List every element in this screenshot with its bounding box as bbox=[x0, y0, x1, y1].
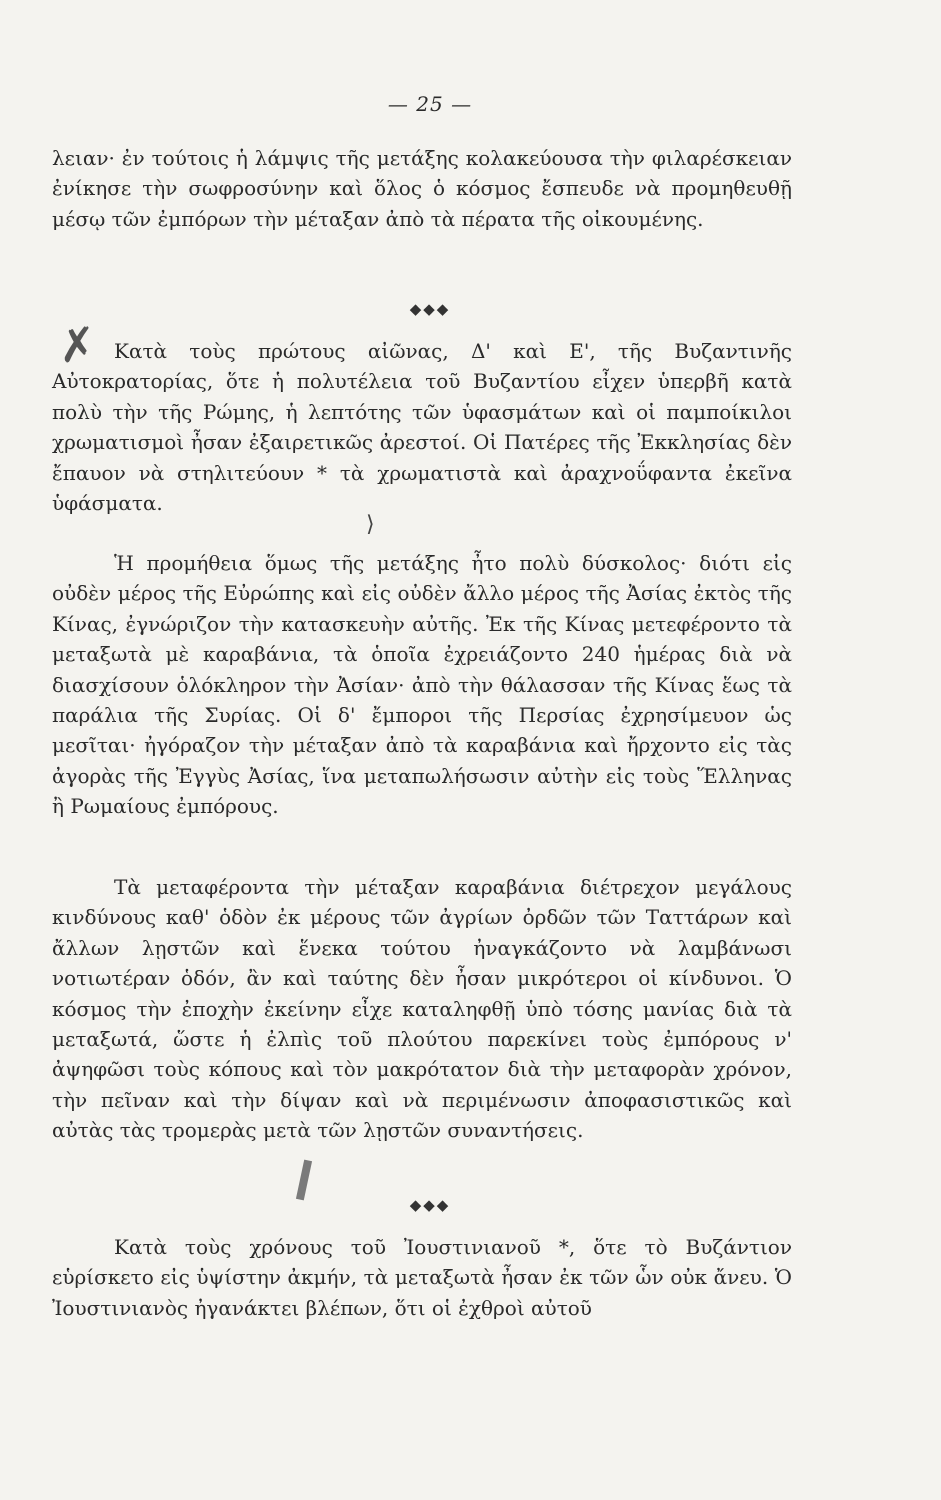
section-ornament-2: ◆◆◆ bbox=[409, 1196, 451, 1214]
paragraph-4: Τὰ μεταφέροντα τὴν μέταξαν καραβάνια διέτρεχον μεγάλους κινδύνους καθ' ὁδὸν ἐκ μέρους τῶν ἀγρίων ὀρδῶν τῶν Ταττάρων καὶ ἄλλων λῃστῶν καὶ ἕνεκα τούτου ἠναγκάζοντο νὰ λαμβάνωσι νοτιωτέραν ὁδόν, ἂν καὶ ταύτης δὲν ἦσαν μικρότεροι οἱ κίνδυνοι. Ὁ κόσμος τὴν ἐποχὴν ἐκείνην εἶχε καταληφθῇ ὑπὸ τόσης μανίας διὰ τὰ μεταξωτά, ὥστε ἡ ἐλπὶς τοῦ πλούτου παρεκίνει τοὺς ἐμπόρους ν' ἀψηφῶσι τοὺς κόπους καὶ τὸν μακρότατον διὰ τὴν μεταφορὰν χρόνον, τὴν πεῖναν καὶ τὴν δίψαν καὶ νὰ περιμένωσιν ἀποφασιστικῶς καὶ αὐτὰς τὰς τρομερὰς μετὰ τῶν λῃστῶν συναντήσεις. bbox=[52, 875, 792, 1143]
paragraph-5: Κατὰ τοὺς χρόνους τοῦ Ἰουστινιανοῦ *, ὅτε τὸ Βυζάντιον εὑρίσκετο εἰς ὑψίστην ἀκμήν, τὰ μεταξωτὰ ἦσαν ἐκ τῶν ὧν οὐκ ἄνευ. Ὁ Ἰουστινιανὸς ἠγανάκτει βλέπων, ὅτι οἱ ἐχθροὶ αὐτοῦ bbox=[52, 1235, 792, 1320]
paragraph-1-block bbox=[52, 143, 792, 234]
paragraph-2-block bbox=[52, 336, 792, 518]
handwritten-slash-mark bbox=[296, 1160, 312, 1201]
paragraph-4-block bbox=[52, 872, 792, 1146]
handwritten-bracket-mark: ⟩ bbox=[366, 512, 375, 537]
paragraph-2: Κατὰ τοὺς πρώτους αἰῶνας, Δ' καὶ Ε', τῆς Βυζαντινῆς Αὐτοκρατορίας, ὅτε ἡ πολυτέλεια τοῦ Βυζαντίου εἶχεν ὑπερβῆ κατὰ πολὺ τὴν τῆς Ρώμης, ἡ λεπτότης τῶν ὑφασμάτων καὶ οἱ παμποίκιλοι χρωματισμοὶ ἦσαν ἐξαιρετικῶς ἀρεστοί. Οἱ Πατέρες τῆς Ἐκκλησίας δὲν ἔπαυον νὰ στηλιτεύουν * τὰ χρωματιστὰ καὶ ἀραχνοΰφαντα ἐκεῖνα ὑφάσματα. bbox=[52, 339, 792, 516]
paragraph-3-block bbox=[52, 548, 792, 822]
paragraph-1: λειαν· ἐν τούτοις ἡ λάμψις τῆς μετάξης κολακεύουσα τὴν φιλαρέσκειαν ἐνίκησε τὴν σωφροσύνην καὶ ὅλος ὁ κόσμος ἔσπευδε νὰ προμηθευθῇ μέσῳ τῶν ἐμπόρων τὴν μέταξαν ἀπὸ τὰ πέρατα τῆς οἰκουμένης. bbox=[52, 146, 792, 231]
page-number: — 25 — bbox=[387, 92, 473, 116]
paragraph-5-block bbox=[52, 1232, 792, 1323]
handwritten-x-mark: ✗ bbox=[55, 316, 100, 374]
section-ornament-1: ◆◆◆ bbox=[409, 300, 451, 318]
paragraph-3: Ἡ προμήθεια ὅμως τῆς μετάξης ἦτο πολὺ δύσκολος· διότι εἰς οὐδὲν μέρος τῆς Εὐρώπης καὶ εἰς οὐδὲν ἄλλο μέρος τῆς Ἀσίας ἐκτὸς τῆς Κίνας, ἐγνώριζον τὴν κατασκευὴν αὐτῆς. Ἐκ τῆς Κίνας μετεφέροντο τὰ μεταξωτὰ μὲ καραβάνια, τὰ ὁποῖα ἐχρειάζοντο 240 ἡμέρας διὰ νὰ διασχίσουν ὁλόκληρον τὴν Ἀσίαν· ἀπὸ τὴν θάλασσαν τῆς Κίνας ἕως τὰ παράλια τῆς Συρίας. Οἱ δ' ἔμποροι τῆς Περσίας ἐχρησίμευον ὡς μεσῖται· ἠγόραζον τὴν μέταξαν ἀπὸ τὰ καραβάνια καὶ ἤρχοντο εἰς τὰς ἀγορὰς τῆς Ἐγγὺς Ἀσίας, ἵνα μεταπωλήσωσιν αὐτὴν εἰς τοὺς Ἕλληνας ἢ Ρωμαίους ἐμπόρους. bbox=[52, 551, 792, 819]
